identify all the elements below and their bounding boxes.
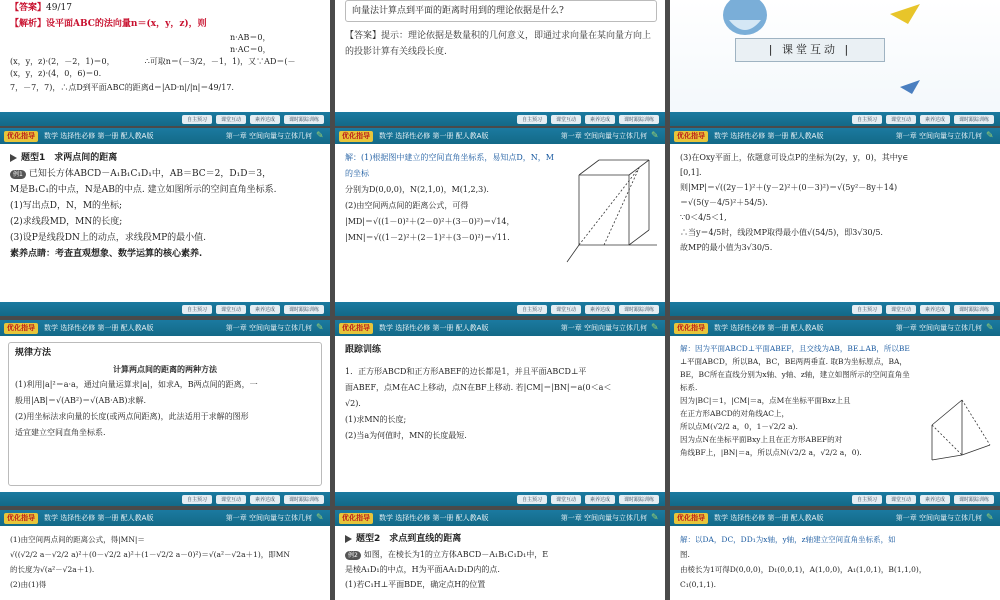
section-title: 题型2 求点到直线的距离 [356,534,462,544]
solution-line: 故MP的最小值为3√30/5. [680,243,773,252]
slide-1 [0,0,330,126]
nav-literacy[interactable]: 素养达成 [585,305,615,314]
footer-nav [0,112,330,126]
header-chapter: 第一章 空间向量与立体几何 [225,324,312,332]
solution-line: √((√2/2 a－√2/2 a)²＋(0－√2/2 a)²＋(1－√2/2 a－0)²)＝√(a²－√2a＋1)，即MN [10,550,290,559]
solution-line: [0,1]. [680,168,702,177]
slide-10 [0,510,330,600]
slide-3 [670,0,1000,126]
paper-plane-icon [890,4,920,24]
header-chapter: 第一章 空间向量与立体几何 [225,132,312,140]
slide-2 [335,0,665,126]
solution-line: 所以点M(√2/2 a，0，1－√2/2 a). [680,422,798,431]
footer-nav [0,302,330,316]
solution-line: 解：以DA，DC，DD₁为x轴，y轴，z轴建立空间直角坐标系，如 [680,535,896,544]
header-title: 数学 选择性必修 第一册 配人教A版 [714,324,824,332]
header-title: 数学 选择性必修 第一册 配人教A版 [379,514,489,522]
nav-literacy[interactable]: 素养达成 [920,495,950,504]
header-title: 数学 选择性必修 第一册 配人教A版 [44,514,154,522]
footer-nav [670,492,1000,506]
nav-preview[interactable]: 自主预习 [182,495,212,504]
header-chapter: 第一章 空间向量与立体几何 [225,514,312,522]
solution-line: ＝√(5(y－4/5)²＋54/5). [680,198,768,207]
nav-class[interactable]: 课堂互动 [551,115,581,124]
header-title: 数学 选择性必修 第一册 配人教A版 [44,132,154,140]
answer-value: 49/17 [46,3,72,13]
slide-header [335,128,665,144]
pen-icon: ✎ [316,323,324,333]
problem-line: M是B₁C₁的中点，N是AB的中点. 建立如图所示的空间直角坐标系. [10,185,277,195]
header-chapter: 第一章 空间向量与立体几何 [560,514,647,522]
method-line: 般用|AB|＝√(AB²)＝√(AB·AB)求解. [15,396,146,405]
header-chapter: 第一章 空间向量与立体几何 [560,132,647,140]
solution-line: |MN|＝√((1－2)²＋(2－1)²＋(3－0)²)＝√11. [345,233,510,242]
header-title: 数学 选择性必修 第一册 配人教A版 [714,132,824,140]
slide-header [335,320,665,336]
choose-text: ∴可取n＝(－3/2，－1，1)，又∵AD＝(－ [144,57,296,66]
nav-preview[interactable]: 自主预习 [182,115,212,124]
nav-literacy[interactable]: 素养达成 [585,495,615,504]
answer-text: 【答案】提示：理论依据是数量积的几何意义，即通过求向量在某向量方向上的投影计算有关线段长度. [345,31,652,57]
question-2: (2)当a为何值时，MN的长度最短. [345,431,467,440]
jiexi-text: 【解析】设平面ABC的法向量n＝(x，y，z)，则 [10,19,207,29]
slide-11 [335,510,665,600]
logo: 优化指导 [4,513,38,524]
footer-nav [670,112,1000,126]
pen-icon: ✎ [986,323,994,333]
solution-line: 解：因为平面ABCD⊥平面ABEF，且交线为AB，BE⊥AB，所以BE [680,344,910,353]
solution-line: 由棱长为1可得D(0,0,0)，D₁(0,0,1)，A(1,0,0)，A₁(1,0,1)，B(1,1,0)， [680,565,927,574]
problem-line: 面ABEF，点M在AC上移动，点N在BF上移动. 若|CM|＝|BN|＝a(0＜a＜ [345,383,612,392]
nav-preview[interactable]: 自主预习 [182,305,212,314]
triangle-icon [345,535,352,543]
solution-line: 因为|BC|＝1，|CM|＝a，点M在坐标平面Bxz上且 [680,396,851,405]
footer-nav [335,492,665,506]
solution-line: 角线BF上，|BN|＝a，所以点N(√2/2 a，√2/2 a，0). [680,448,862,457]
nav-training[interactable]: 课时跟踪训练 [954,495,994,504]
nav-literacy[interactable]: 素养达成 [250,495,280,504]
slide-5 [335,128,665,316]
question-1: (1)写出点D，N，M的坐标; [10,201,123,211]
squares-figure [922,395,992,465]
nav-class[interactable]: 课堂互动 [216,115,246,124]
footer-nav [335,302,665,316]
nav-class[interactable]: 课堂互动 [886,305,916,314]
slide-12 [670,510,1000,600]
pen-icon: ✎ [986,131,994,141]
nav-class[interactable]: 课堂互动 [216,495,246,504]
pen-icon: ✎ [316,513,324,523]
nav-preview[interactable]: 自主预习 [517,115,547,124]
solution-line: ∵0＜4/5＜1, [680,213,727,222]
solution-line: 解：(1)根据图中建立的空间直角坐标系，易知点D，N，M的坐标 [345,153,554,178]
solution-line: (2)由空间两点间的距离公式，可得 [345,201,469,210]
problem-line: 如图，在棱长为1的立方体ABCD－A₁B₁C₁D₁中，E [363,550,549,559]
footer-nav [0,492,330,506]
header-chapter: 第一章 空间向量与立体几何 [895,514,982,522]
question-2: (2)求线段MD，MN的长度; [10,217,123,227]
example-tag: 例1 [10,170,26,179]
paper-plane-icon [900,80,920,94]
cuboid-figure [559,150,659,270]
solution-line: ∴当y＝4/5时，线段MP取得最小值√(54/5)，即3√30/5. [680,228,883,237]
method-title: 规律方法 [15,348,52,358]
solution-line: 图. [680,550,690,559]
solution-line: 因为点N在坐标平面Bxy上且在正方形ABEF的对 [680,435,843,444]
solution-line: ⊥平面ABCD，所以BA，BC，BE两两垂直. 取B为坐标原点，BA， [680,357,907,366]
nav-training[interactable]: 课时跟踪训练 [954,115,994,124]
slide-header [670,510,1000,526]
nav-literacy[interactable]: 素养达成 [585,115,615,124]
sys1a: n·AB＝0， [230,33,271,42]
solution-line: C₁(0,1,1). [680,580,717,589]
method-subtitle: 计算两点间的距离的两种方法 [113,364,217,374]
solution-line: 标系. [680,383,698,392]
header-title: 数学 选择性必修 第一册 配人教A版 [379,324,489,332]
logo: 优化指导 [4,323,38,334]
footer-nav [335,112,665,126]
method-line: (2)用坐标法求向量的长度(或两点间距离)，此法适用于求解的图形 [15,412,249,421]
nav-training[interactable]: 课时跟踪训练 [619,305,659,314]
slide-header [670,320,1000,336]
nav-training[interactable]: 课时跟踪训练 [954,305,994,314]
logo: 优化指导 [674,131,708,142]
example-tag: 例2 [345,551,361,560]
slide-9 [670,320,1000,506]
question-3: (3)设P是线段DN上的动点，求线段MP的最小值. [10,233,207,243]
method-line: (1)利用|a|²＝a·a，通过向量运算求|a|，如求A，B两点间的距离，一 [15,380,258,389]
slide-header [0,510,330,526]
solution-line: 的长度为√(a²－√2a＋1). [10,565,95,574]
footer-nav [670,302,1000,316]
nav-preview[interactable]: 自主预习 [852,495,882,504]
pen-icon: ✎ [651,131,659,141]
sys2a: (x，y，z)·(2，－2，1)＝0， [10,57,115,66]
solution-line: (1)由空间两点间的距离公式，得|MN|＝ [10,535,145,544]
solution-line: 在正方形ABCD的对角线AC上， [680,409,789,418]
nav-preview[interactable]: 自主预习 [517,495,547,504]
sys2b: (x，y，z)·(4，0，6)＝0. [10,69,102,78]
logo: 优化指导 [339,513,373,524]
nav-training[interactable]: 课时跟踪训练 [619,115,659,124]
nav-literacy[interactable]: 素养达成 [250,305,280,314]
header-chapter: 第一章 空间向量与立体几何 [560,324,647,332]
training-title: 跟踪训练 [345,345,382,355]
nav-literacy[interactable]: 素养达成 [920,305,950,314]
question-1: (1)求MN的长度; [345,415,407,424]
question-box: 向量法计算点到平面的距离时用到的理论依据是什么? [345,0,657,22]
slide-4 [0,128,330,316]
header-chapter: 第一章 空间向量与立体几何 [895,132,982,140]
nav-preview[interactable]: 自主预习 [852,305,882,314]
nav-preview[interactable]: 自主预习 [517,305,547,314]
problem-line: √2). [345,399,361,408]
nav-preview[interactable]: 自主预习 [852,115,882,124]
nav-training[interactable]: 课时跟踪训练 [284,115,324,124]
problem-line: 已知长方体ABCD－A₁B₁C₁D₁中，AB＝BC＝2，D₁D＝3， [28,169,272,179]
pen-icon: ✎ [986,513,994,523]
problem-line: (1)若C₁H⊥平面BDE，确定点H的位置 [345,580,486,589]
sys1b: n·AC＝0， [230,45,271,54]
answer-label: 【答案】 [10,3,47,13]
solution-line: BE，BC所在直线分别为x轴、y轴、z轴，建立如图所示的空间直角坐 [680,370,910,379]
pen-icon: ✎ [651,323,659,333]
logo: 优化指导 [339,131,373,142]
solution-line: (2)由(1)得 [10,580,47,589]
triangle-icon [10,154,17,162]
nav-training[interactable]: 课时跟踪训练 [284,495,324,504]
solution-line: 分别为D(0,0,0)，N(2,1,0)，M(1,2,3). [345,185,489,194]
header-title: 数学 选择性必修 第一册 配人教A版 [379,132,489,140]
nav-class[interactable]: 课堂互动 [886,115,916,124]
slide-header [335,510,665,526]
solution-line: 则|MP|＝√((2y－1)²＋(y－2)²＋(0－3)²)＝√(5y²－8y＋14) [680,183,898,192]
nav-literacy[interactable]: 素养达成 [250,115,280,124]
section-caption: | 课堂互动 | [735,38,885,62]
header-title: 数学 选择性必修 第一册 配人教A版 [44,324,154,332]
slide-7 [0,320,330,506]
nav-training[interactable]: 课时跟踪训练 [619,495,659,504]
logo: 优化指导 [674,513,708,524]
section-title: 题型1 求两点间的距离 [21,153,118,163]
logo: 优化指导 [674,323,708,334]
pen-icon: ✎ [316,131,324,141]
nav-training[interactable]: 课时跟踪训练 [284,305,324,314]
goal-text: 素养点睛：考查直观想象、数学运算的核心素养. [10,249,203,259]
slide-6 [670,128,1000,316]
logo: 优化指导 [339,323,373,334]
slide-header [670,128,1000,144]
pen-icon: ✎ [651,513,659,523]
nav-literacy[interactable]: 素养达成 [920,115,950,124]
nav-class[interactable]: 课堂互动 [551,495,581,504]
nav-class[interactable]: 课堂互动 [551,305,581,314]
logo: 优化指导 [4,131,38,142]
header-title: 数学 选择性必修 第一册 配人教A版 [714,514,824,522]
nav-class[interactable]: 课堂互动 [886,495,916,504]
distance-line: 7，－7，7)，∴点D到平面ABC的距离d＝|AD·n|/|n|＝49/17. [10,83,234,92]
solution-line: (3)在Oxy平面上，依题意可设点P的坐标为(2y，y，0)，其中y∈ [680,153,909,162]
header-chapter: 第一章 空间向量与立体几何 [895,324,982,332]
method-line: 适宜建立空间直角坐标系. [15,428,106,437]
solution-line: |MD|＝√((1－0)²＋(2－0)²＋(3－0)²)＝√14， [345,217,515,226]
nav-class[interactable]: 课堂互动 [216,305,246,314]
slide-header [0,320,330,336]
slide-8 [335,320,665,506]
problem-line: 是棱A₁D₁的中点，H为平面AA₁D₁D内的点. [345,565,500,574]
slide-header [0,128,330,144]
problem-line: 1．正方形ABCD和正方形ABEF的边长都是1，并且平面ABCD⊥平 [345,367,587,376]
